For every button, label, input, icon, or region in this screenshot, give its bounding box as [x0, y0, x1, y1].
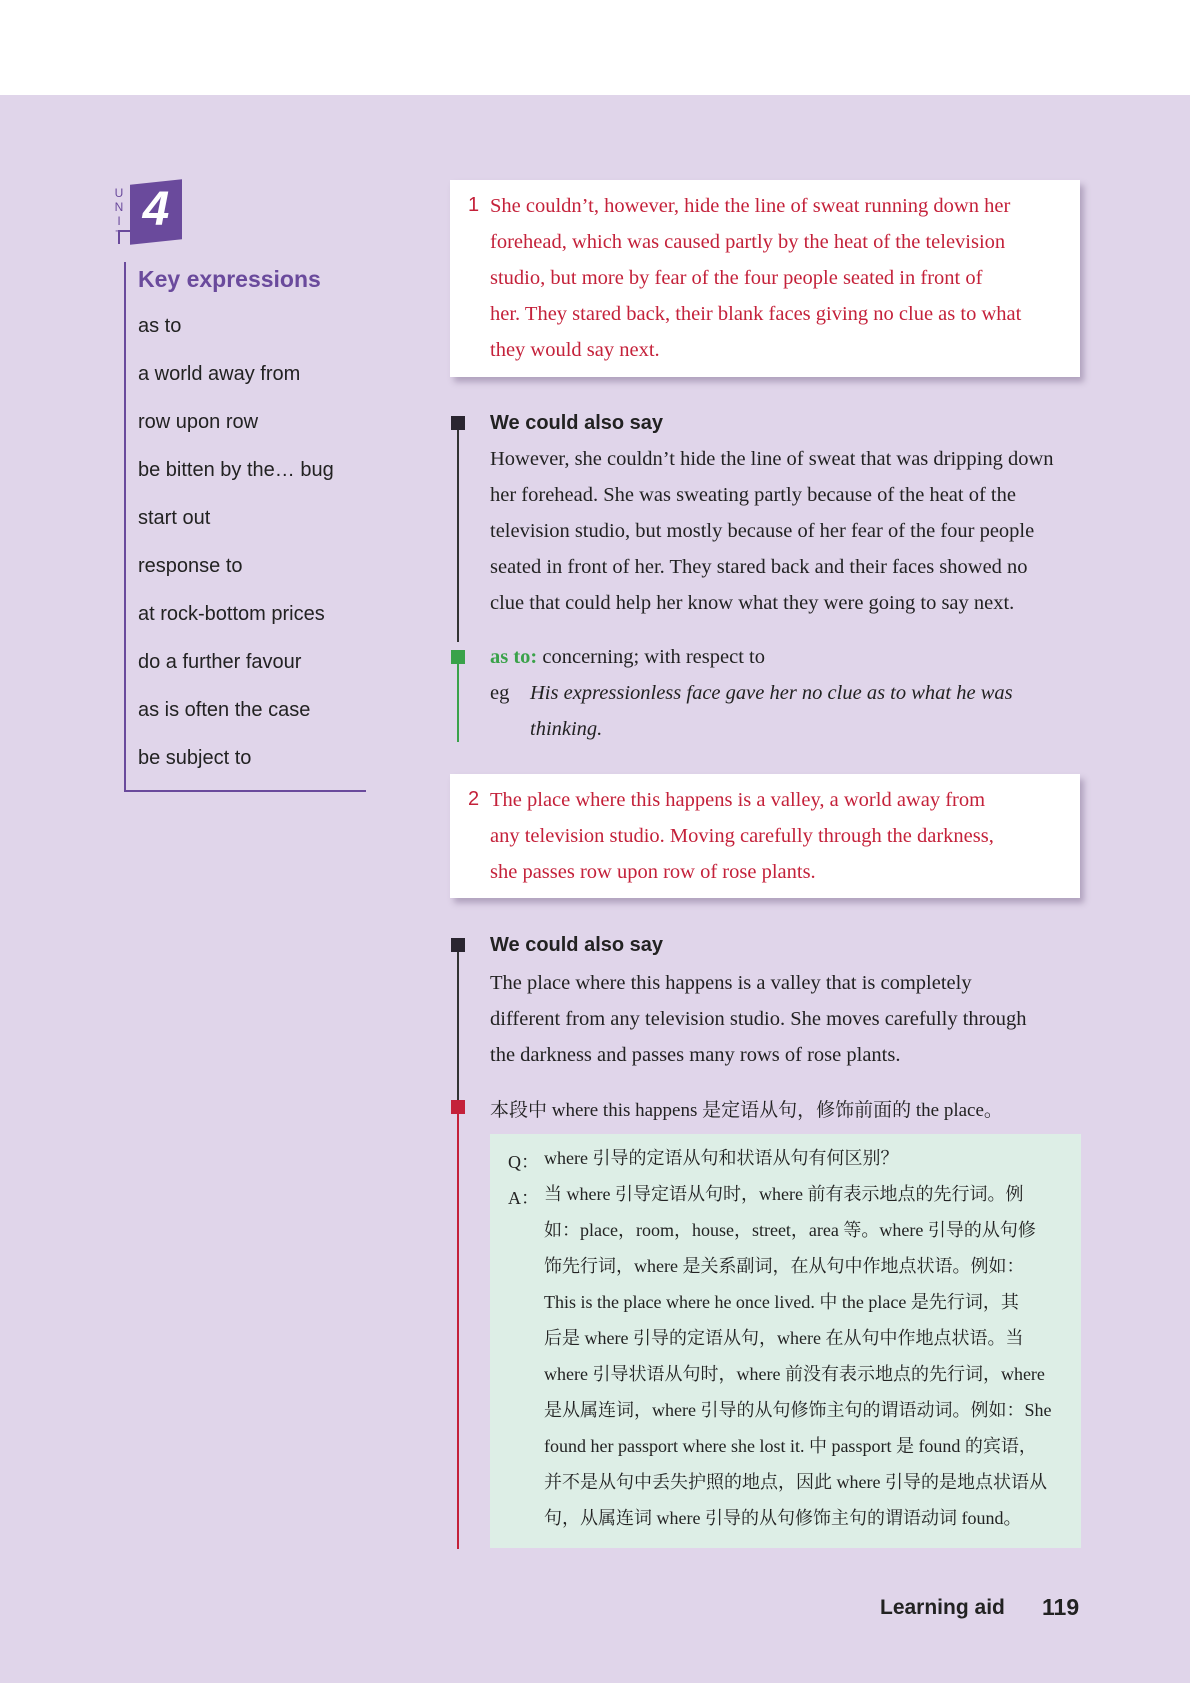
divider-line-green	[457, 656, 459, 742]
list-item: do a further favour	[138, 651, 302, 673]
key-expressions-list	[138, 314, 334, 794]
answer-line: 当 where 引导定语从句时，where 前有表示地点的先行词。例	[544, 1184, 1024, 1204]
answer-text	[544, 1176, 1074, 1536]
definition-marker	[451, 650, 465, 664]
unit-number: 4	[142, 183, 170, 236]
answer-line: 句，从属连词 where 引导的从句修饰主句的谓语动词 found。	[544, 1508, 1022, 1528]
example-line: His expressionless face gave her no clue as to what he was	[530, 682, 1013, 704]
list-item: row upon row	[138, 411, 259, 433]
quote-number: 1	[468, 194, 480, 216]
definition	[490, 646, 765, 669]
para-line: the darkness and passes many rows of rose plants.	[490, 1044, 901, 1066]
answer-line: 饰先行词，where 是关系副词，在从句中作地点状语。例如：	[544, 1256, 1025, 1276]
para-line: television studio, but mostly because of her fear of the four people	[490, 520, 1035, 542]
list-item: be subject to	[138, 747, 252, 769]
divider-line	[457, 946, 459, 1101]
quote-box-1	[450, 180, 1080, 377]
quote-line: She couldn’t, however, hide the line of sweat running down her	[490, 195, 1011, 217]
unit-bracket	[118, 230, 130, 244]
grammar-note: 本段中 where this happens 是定语从句，修饰前面的 the place。	[490, 1100, 1003, 1121]
divider-line-red	[457, 1101, 459, 1549]
key-expressions-title: Key expressions	[138, 266, 321, 292]
definition-term: as to:	[490, 646, 538, 668]
divider-line	[457, 424, 459, 642]
quote-line: forehead, which was caused partly by the heat of the television	[490, 231, 1006, 253]
para-line: seated in front of her. They stared back and their faces showed no	[490, 556, 1028, 578]
list-item: start out	[138, 507, 211, 529]
answer-label: A：	[508, 1188, 539, 1208]
list-item: as to	[138, 315, 182, 337]
quote-line: any television studio. Moving carefully through the darkness,	[490, 825, 994, 847]
quote-line: The place where this happens is a valley, a world away from	[490, 789, 986, 811]
example-label: eg	[490, 682, 510, 704]
answer-line: 是从属连词，where 引导的从句修饰主句的谓语动词。例如：She	[544, 1400, 1052, 1420]
quote-line: studio, but more by fear of the four people seated in front of	[490, 267, 983, 289]
list-item: response to	[138, 555, 243, 577]
quote-line: they would say next.	[490, 339, 660, 361]
question-label: Q：	[508, 1152, 539, 1172]
para-line: clue that could help her know what they were going to say next.	[490, 592, 1015, 614]
list-item: at rock-bottom prices	[138, 603, 325, 625]
section-paragraph	[490, 441, 1086, 621]
answer-line: found her passport where she lost it. 中 passport 是 found 的宾语，	[544, 1436, 1037, 1456]
unit-word: U N I T	[114, 186, 124, 242]
quote-text	[490, 188, 1065, 368]
quote-line: she passes row upon row of rose plants.	[490, 861, 816, 883]
list-item: as is often the case	[138, 699, 311, 721]
quote-line: her. They stared back, their blank faces giving no clue as to what	[490, 303, 1022, 325]
quote-number: 2	[468, 788, 480, 810]
page-number: 119	[1042, 1594, 1080, 1620]
para-line: However, she couldn’t hide the line of sweat that was dripping down	[490, 448, 1054, 470]
section-paragraph	[490, 965, 1086, 1073]
section-heading: We could also say	[490, 412, 664, 434]
section-marker	[451, 416, 465, 430]
example-line: thinking.	[530, 718, 603, 740]
answer-line: 并不是从句中丢失护照的地点，因此 where 引导的是地点状语从	[544, 1472, 1047, 1492]
para-line: different from any television studio. She moves carefully through	[490, 1008, 1027, 1030]
example-text	[530, 675, 1070, 747]
answer-line: This is the place where he once lived. 中 the place 是先行词，其	[544, 1292, 1019, 1312]
quote-text	[490, 782, 1065, 890]
section-marker	[451, 938, 465, 952]
answer-line: where 引导状语从句时，where 前没有表示地点的先行词，where	[544, 1364, 1045, 1384]
qa-box	[490, 1134, 1081, 1548]
para-line: her forehead. She was sweating partly because of the heat of the	[490, 484, 1016, 506]
para-line: The place where this happens is a valley that is completely	[490, 972, 972, 994]
section-heading: We could also say	[490, 934, 664, 956]
answer-line: 后是 where 引导的定语从句，where 在从句中作地点状语。当	[544, 1328, 1024, 1348]
quote-box-2	[450, 774, 1080, 898]
answer-line: 如：place，room，house，street，area 等。where 引导的从句修	[544, 1220, 1036, 1240]
footer-section-label: Learning aid	[880, 1596, 1005, 1619]
question-text: where 引导的定语从句和状语从句有何区别？	[544, 1148, 899, 1168]
definition-text: concerning; with respect to	[537, 646, 765, 668]
key-expressions-sidebar	[124, 262, 366, 792]
note-marker	[451, 1100, 465, 1114]
list-item: be bitten by the… bug	[138, 459, 334, 481]
list-item: a world away from	[138, 363, 301, 385]
